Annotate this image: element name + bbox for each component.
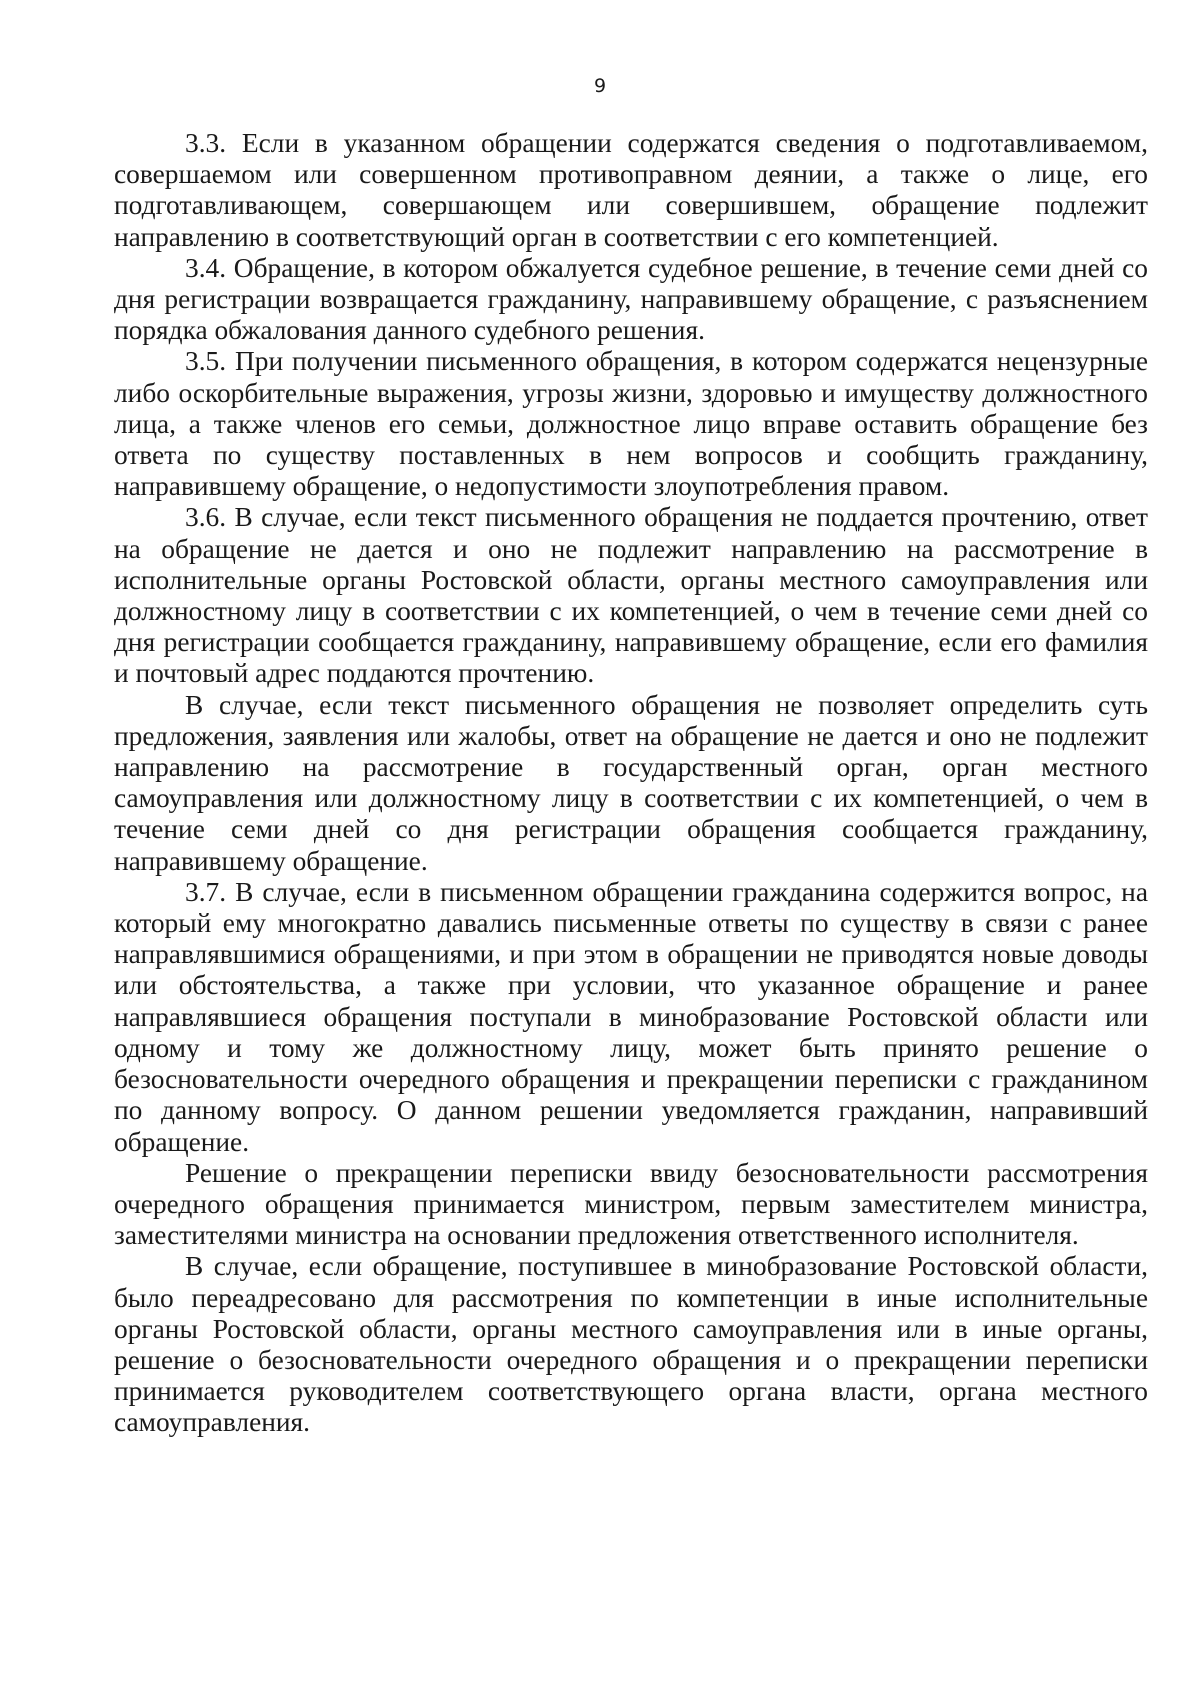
paragraph-3-7: 3.7. В случае, если в письменном обращении гражданина содержится вопрос, на который ему многократно давались письменные ответы по существу в связи с ранее направлявшимися обращениями, и при этом в обращении не приводятся новые доводы или обстоятельства, а также при условии, что указанное обращение и ранее направлявшиеся обращения поступали в минобразование Ростовской области или одному и тому же должностному лицу, может быть принято решение о безосновательности очередного обращения и прекращении переписки с гражданином по данному вопросу. О данном решении уведомляется гражданин, направивший обращение.	[114, 876, 1148, 1157]
paragraph-3-6-continued: В случае, если текст письменного обращения не позволяет определить суть предложения, заявления или жалобы, ответ на обращение не дается и оно не подлежит направлению на рассмотрение в государственный орган, орган местного самоуправления или должностному лицу в соответствии с их компетенцией, о чем в течение семи дней со дня регистрации обращения сообщается гражданину, направившему обращение.	[114, 689, 1148, 876]
paragraph-3-4: 3.4. Обращение, в котором обжалуется судебное решение, в течение семи дней со дня регистрации возвращается гражданину, направившему обращение, с разъяснением порядка обжалования данного судебного решения.	[114, 252, 1148, 346]
paragraph-3-7-redirected: В случае, если обращение, поступившее в минобразование Ростовской области, было переадресовано для рассмотрения по компетенции в иные исполнительные органы Ростовской области, органы местного самоуправления или в иные органы, решение о безосновательности очередного обращения и о прекращении переписки принимается руководителем соответствующего органа власти, органа местного самоуправления.	[114, 1251, 1148, 1438]
page-number: 9	[593, 75, 607, 97]
document-body	[114, 128, 1148, 1439]
paragraph-3-6: 3.6. В случае, если текст письменного обращения не поддается прочтению, ответ на обращение не дается и оно не подлежит направлению на рассмотрение в исполнительные органы Ростовской области, органы местного самоуправления или должностному лицу в соответствии с их компетенцией, о чем в течение семи дней со дня регистрации сообщается гражданину, направившему обращение, если его фамилия и почтовый адрес поддаются прочтению.	[114, 502, 1148, 689]
paragraph-3-3: 3.3. Если в указанном обращении содержатся сведения о подготавливаемом, совершаемом или совершенном противоправном деянии, а также о лице, его подготавливающем, совершающем или совершившем, обращение подлежит направлению в соответствующий орган в соответствии с его компетенцией.	[114, 128, 1148, 252]
paragraph-3-5: 3.5. При получении письменного обращения, в котором содержатся нецензурные либо оскорбительные выражения, угрозы жизни, здоровью и имуществу должностного лица, а также членов его семьи, должностное лицо вправе оставить обращение без ответа по существу поставленных в нем вопросов и сообщить гражданину, направившему обращение, о недопустимости злоупотребления правом.	[114, 346, 1148, 502]
paragraph-3-7-decision: Решение о прекращении переписки ввиду безосновательности рассмотрения очередного обращения принимается министром, первым заместителем министра, заместителями министра на основании предложения ответственного исполнителя.	[114, 1157, 1148, 1251]
